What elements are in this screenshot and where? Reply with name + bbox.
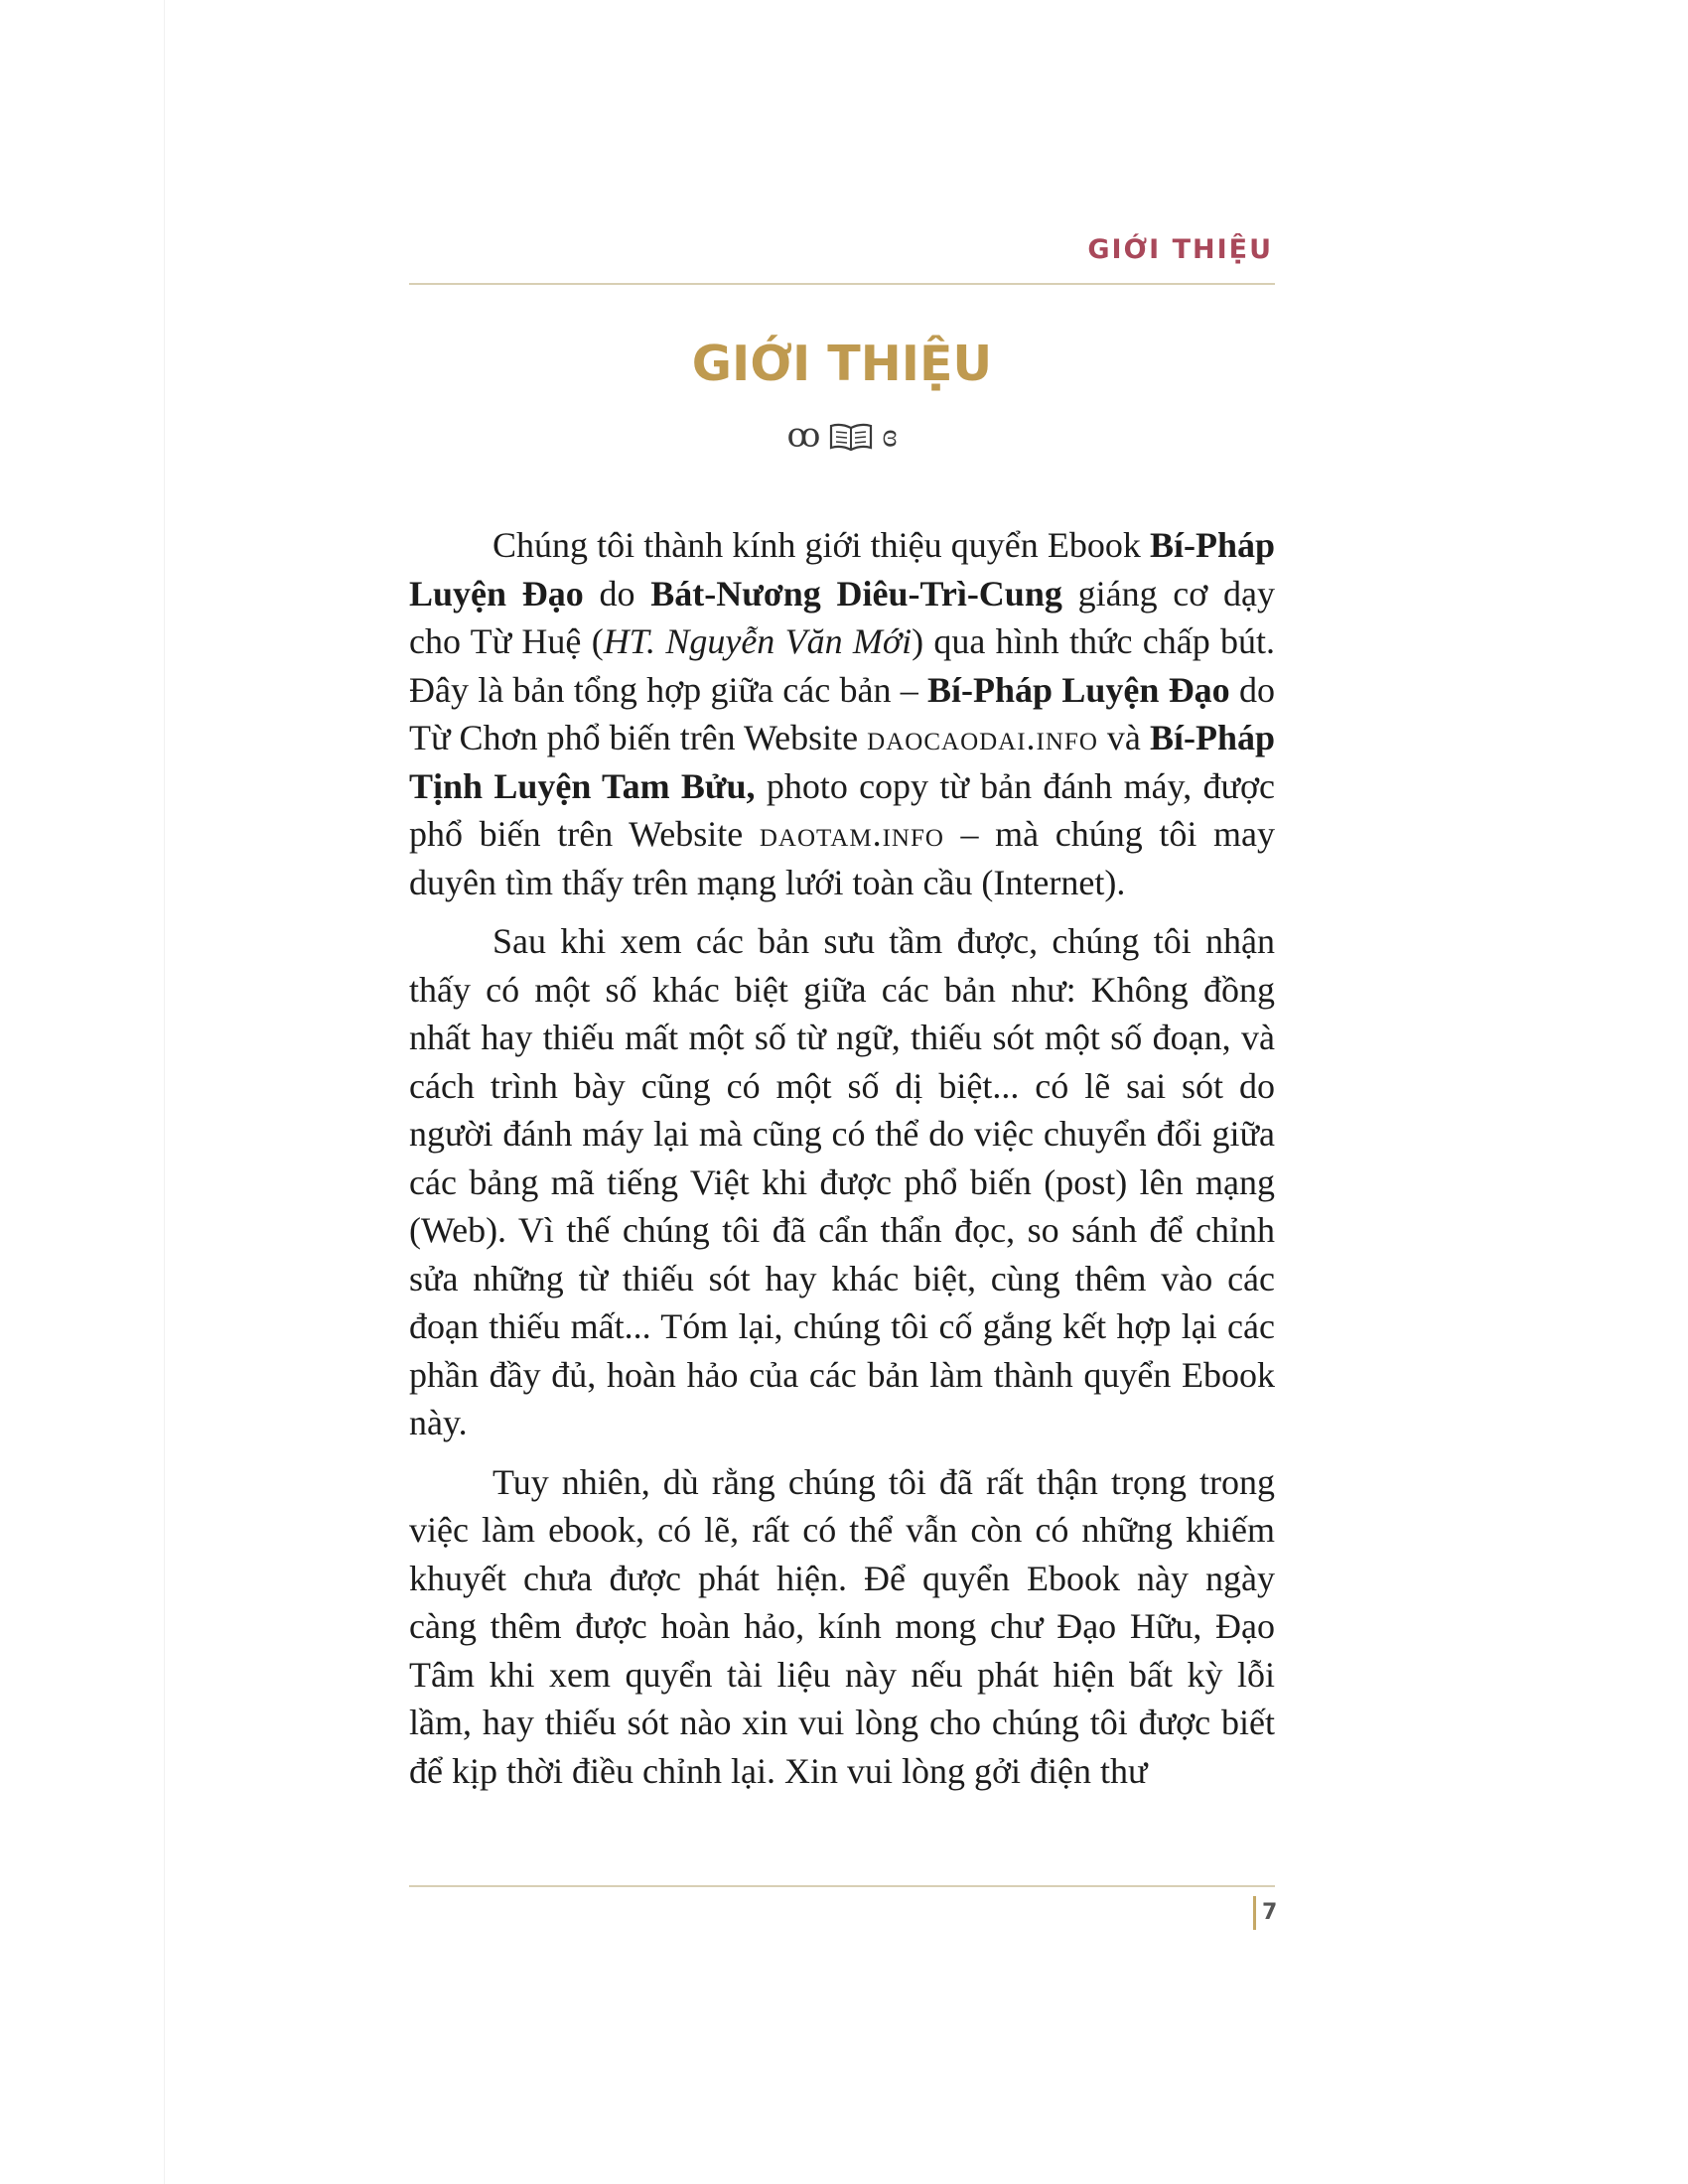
page-edge-line [164,0,165,2184]
page-number-bar [1253,1896,1256,1930]
body-paragraph [409,521,1275,906]
open-book-icon [828,415,882,451]
text-run: – mà chúng tôi may duyên tìm thấy trên mạng lưới toàn cầu (Internet). [409,814,1275,902]
text-run: do Từ Chơn phổ biến trên Website [409,669,1275,757]
text-run: ) qua hình thức chấp bút. Đây là bản tổng hợp giữa các bản – [409,621,1275,710]
header-rule [409,283,1275,285]
text-run: giáng cơ dạy cho Từ Huệ ( [409,573,1276,661]
bold-title-run: Bát-Nương Diêu-Trì-Cung [650,573,1062,614]
website-name-run: daocaodai.info [867,718,1098,757]
text-run: và [1097,718,1150,757]
italic-name-run: HT. Nguyễn Văn Mới [603,621,913,661]
page-number: 7 [1262,1900,1278,1925]
text-run: Sau khi xem các bản sưu tầm được, chúng tôi nhận thấy có một số khác biệt giữa các bản như: Không đồng nhất hay thiếu mất một số từ ngữ, thiếu sót một số đoạn, và cách trình bày cũng có một số dị biệt... có lẽ sai sót do người đánh máy lại mà cũng có thể do việc chuyển đổi giữa các bảng mã tiếng Việt khi được phổ biến (post) lên mạng (Web). Vì thế chúng tôi đã cẩn thẩn đọc, so sánh để chỉnh sửa những từ thiếu sót hay khác biệt, cùng thêm vào các đoạn thiếu mất... Tóm lại, chúng tôi cố gắng kết hợp lại các phần đầy đủ, hoàn hảo của các bản làm thành quyển Ebook này. [409,921,1275,1442]
bold-title-run: Bí-Pháp Luyện Đạo [927,669,1230,710]
text-run: Tuy nhiên, dù rằng chúng tôi đã rất thận trọng trong việc làm ebook, có lẽ, rất có thể vẫn còn có những khiếm khuyết chưa được phát hiện. Để quyển Ebook này ngày càng thêm được hoàn hảo, kính mong chư Đạo Hữu, Đạo Tâm khi xem quyển tài liệu này nếu phát hiện bất kỳ lỗi lầm, hay thiếu sót nào xin vui lòng cho chúng tôi được biết để kịp thời điều chỉnh lại. Xin vui lòng gởi điện thư [409,1461,1275,1791]
text-run: do [583,573,651,614]
text-run: Chúng tôi thành kính giới thiệu quyển Ebook [492,525,1150,565]
chapter-title: GIỚI THIỆU [691,336,993,392]
bold-title-run: Bí-Pháp Tịnh Luyện Tam Bửu, [409,718,1275,806]
left-swirl-ornament: ꝏ [786,417,821,455]
body-paragraph [409,917,1275,1447]
body-paragraph [409,1458,1275,1796]
title-ornament [409,417,1275,454]
running-header-title: GIỚI THIỆU [1087,234,1273,265]
footer-rule [409,1885,1275,1887]
body-text [409,521,1275,1795]
text-run: photo copy từ bản đánh máy, được phổ biến trên Website [409,765,1275,854]
website-name-run: daotam.info [759,814,944,854]
bold-title-run: Bí-Pháp Luyện Đạo [409,525,1275,614]
right-swirl-ornament: ɞ [882,417,898,455]
